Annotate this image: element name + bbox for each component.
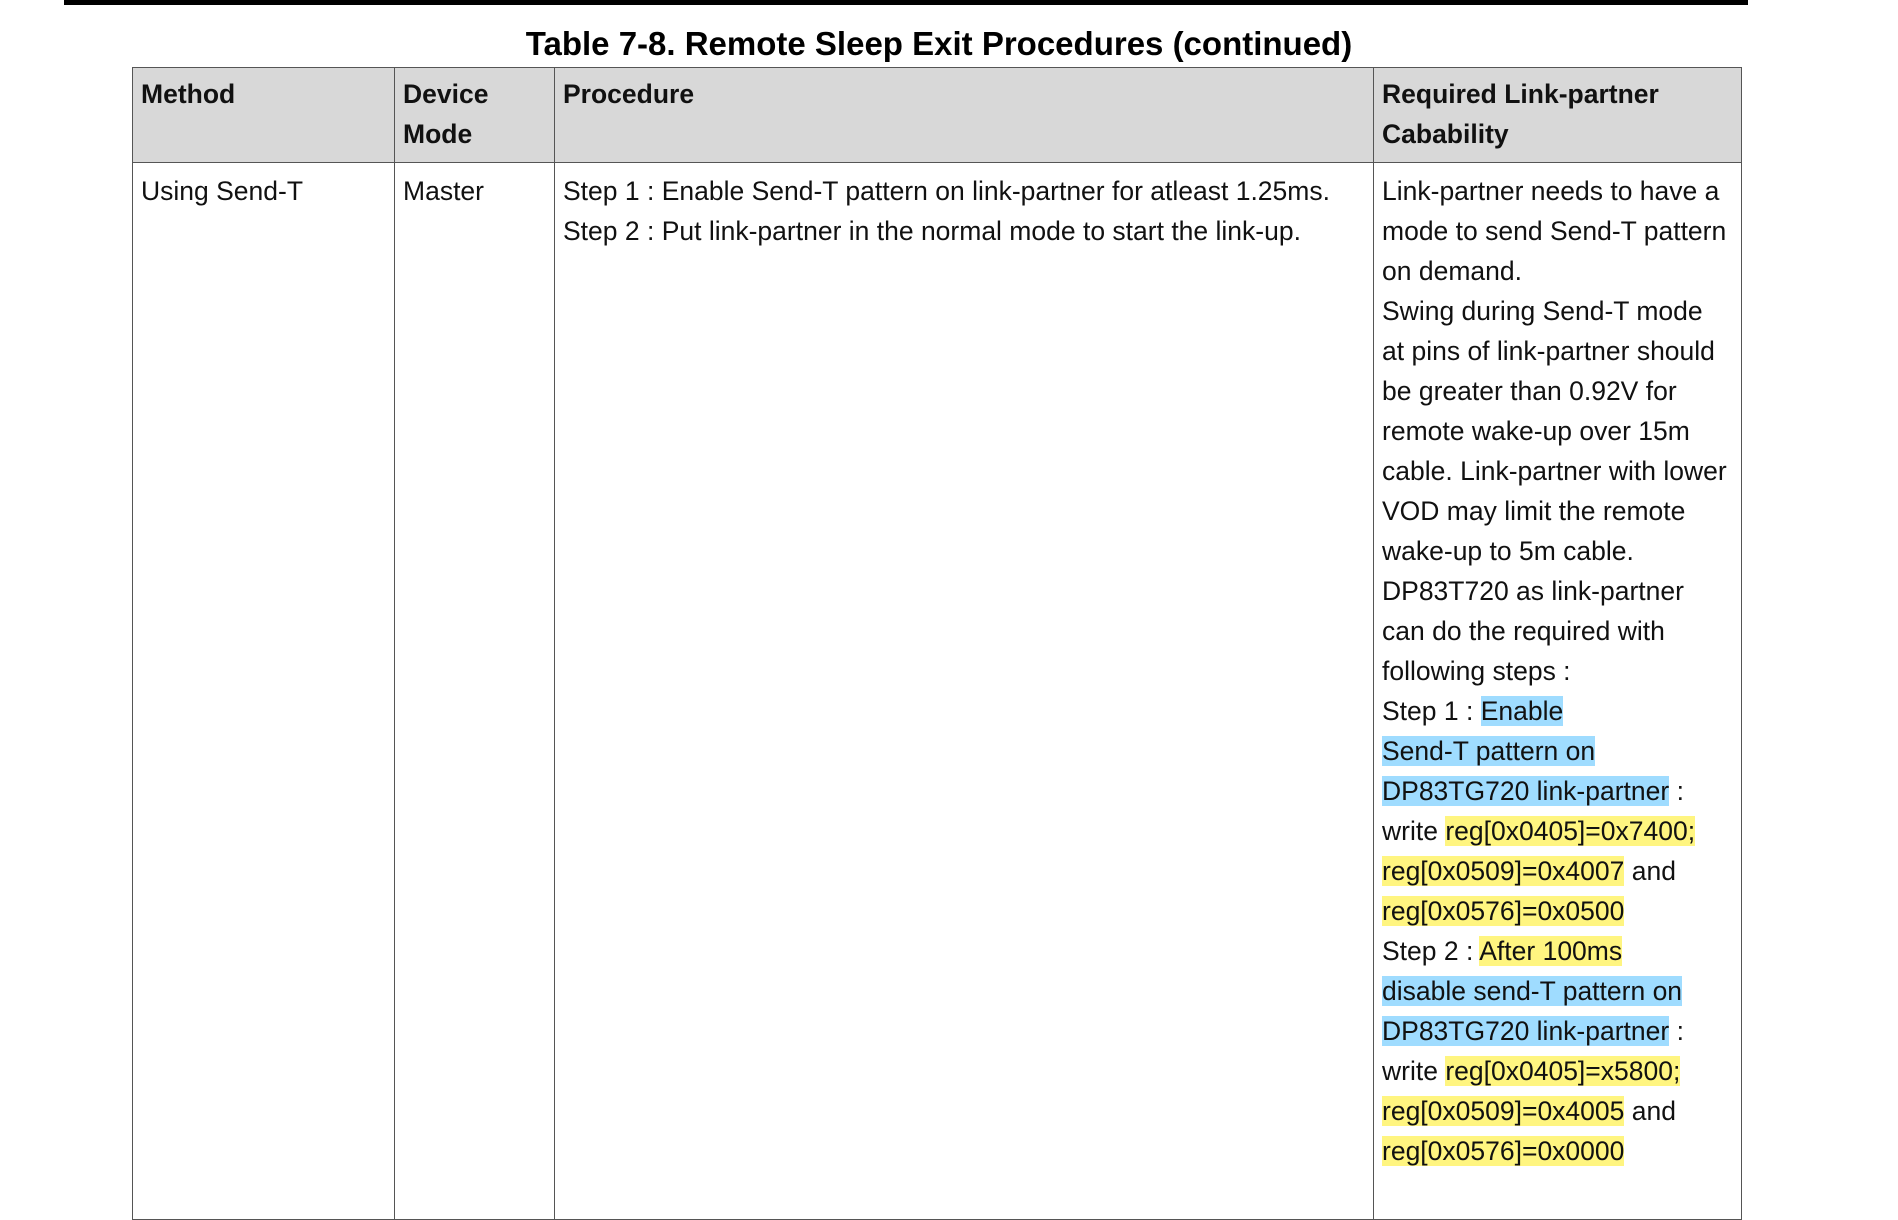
capability-line: on demand. — [1382, 256, 1522, 286]
capability-line: can do the required with — [1382, 616, 1665, 646]
step1-and: and — [1624, 856, 1676, 886]
cell-device-mode — [395, 163, 555, 1220]
capability-step2-line1 — [1382, 931, 1733, 971]
capability-line: VOD may limit the remote — [1382, 496, 1686, 526]
capability-step1-line3 — [1382, 771, 1733, 811]
remote-sleep-exit-table — [132, 67, 1742, 1220]
step1-reg1-highlight: reg[0x0405]=0x7400; — [1445, 816, 1696, 846]
capability-line: Link-partner needs to have a — [1382, 176, 1720, 206]
method-value: Using Send-T — [141, 176, 304, 206]
step1-device-highlight: DP83TG720 link-partner — [1382, 776, 1670, 806]
procedure-step-1: Step 1 : Enable Send-T pattern on link-partner for atleast 1.25ms. — [563, 176, 1330, 206]
step1-prefix: Step 1 : — [1382, 696, 1481, 726]
capability-step1-line6 — [1382, 891, 1733, 931]
step1-reg2-highlight: reg[0x0509]=0x4007 — [1382, 856, 1625, 886]
header-method-label: Method — [141, 79, 236, 109]
capability-step1-line1 — [1382, 691, 1733, 731]
capability-step2-line2 — [1382, 971, 1733, 1011]
capability-step1-line5 — [1382, 851, 1733, 891]
header-capability — [1374, 68, 1742, 163]
step1-reg3-highlight: reg[0x0576]=0x0500 — [1382, 896, 1625, 926]
capability-step2-line3 — [1382, 1011, 1733, 1051]
capability-step2-line6 — [1382, 1131, 1733, 1171]
capability-line: cable. Link-partner with lower — [1382, 456, 1727, 486]
step2-reg2-highlight: reg[0x0509]=0x4005 — [1382, 1096, 1625, 1126]
step1-write: write — [1382, 816, 1438, 846]
step2-and: and — [1624, 1096, 1676, 1126]
header-procedure-label: Procedure — [563, 79, 695, 109]
capability-step1-line4 — [1382, 811, 1733, 851]
header-device-mode — [395, 68, 555, 163]
capability-line: DP83T720 as link-partner — [1382, 576, 1684, 606]
capability-line: mode to send Send-T pattern — [1382, 216, 1727, 246]
header-device-mode-line2: Mode — [403, 119, 473, 149]
header-device-mode-line1: Device — [403, 79, 489, 109]
step2-after-highlight: After 100ms — [1479, 936, 1623, 966]
step2-disable-highlight: disable send-T pattern on — [1382, 976, 1683, 1006]
step2-write: write — [1382, 1056, 1438, 1086]
header-method — [133, 68, 395, 163]
header-procedure — [555, 68, 1374, 163]
capability-line: at pins of link-partner should — [1382, 336, 1715, 366]
cell-procedure — [555, 163, 1374, 1220]
capability-line: following steps : — [1382, 656, 1571, 686]
step1-pattern-highlight: Send-T pattern on — [1382, 736, 1596, 766]
capability-step2-line4 — [1382, 1051, 1733, 1091]
table-header-row — [133, 68, 1742, 163]
capability-line: wake-up to 5m cable. — [1382, 536, 1634, 566]
capability-step1-line2 — [1382, 731, 1733, 771]
procedure-step-2: Step 2 : Put link-partner in the normal mode to start the link-up. — [563, 216, 1301, 246]
capability-line: Swing during Send-T mode — [1382, 296, 1703, 326]
table-row — [133, 163, 1742, 1220]
device-mode-value: Master — [403, 176, 484, 206]
step1-enable-highlight: Enable — [1480, 696, 1564, 726]
cell-method — [133, 163, 395, 1220]
header-capability-line2: Cabability — [1382, 119, 1509, 149]
step1-colon: : — [1669, 776, 1684, 806]
table-title: Table 7-8. Remote Sleep Exit Procedures (continued) — [525, 25, 1353, 62]
capability-step2-line5 — [1382, 1091, 1733, 1131]
step2-colon: : — [1669, 1016, 1684, 1046]
step2-prefix: Step 2 : — [1382, 936, 1480, 966]
step2-reg1-highlight: reg[0x0405]=x5800; — [1445, 1056, 1681, 1086]
capability-line: be greater than 0.92V for — [1382, 376, 1677, 406]
top-rule — [64, 0, 1748, 5]
cell-capability — [1374, 163, 1742, 1220]
capability-line: remote wake-up over 15m — [1382, 416, 1690, 446]
header-capability-line1: Required Link-partner — [1382, 79, 1659, 109]
step2-device-highlight: DP83TG720 link-partner — [1382, 1016, 1670, 1046]
step2-reg3-highlight: reg[0x0576]=0x0000 — [1382, 1136, 1625, 1166]
